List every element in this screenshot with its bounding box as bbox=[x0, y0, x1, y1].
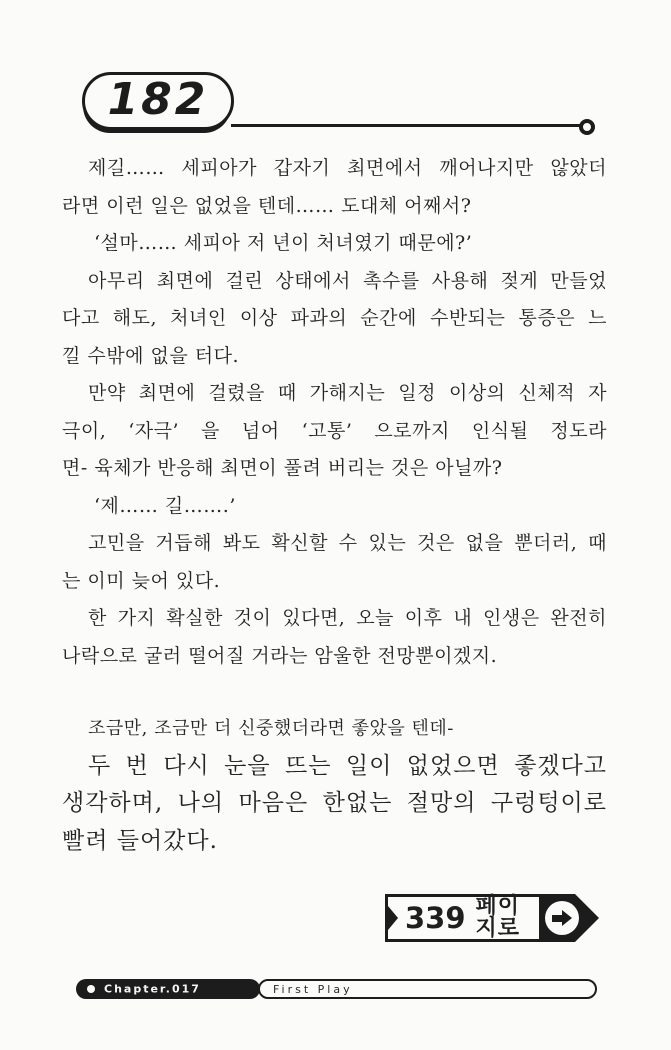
text-line: 한 가지 확실한 것이 있다면, 오늘 이후 내 인생은 완전히 bbox=[88, 607, 607, 629]
text-line: 제길…… 세피아가 갑자기 최면에서 깨어나지만 않았더 bbox=[88, 157, 607, 179]
next-page-arrow-section bbox=[539, 894, 599, 942]
text-line: 나락으로 굴러 떨어질 거라는 암울한 전망뿐이겠지. bbox=[62, 644, 498, 667]
header-rule-end-ring-icon bbox=[579, 119, 595, 135]
arrow-right-icon bbox=[552, 910, 572, 926]
footer-chapter-pill bbox=[76, 979, 260, 999]
body-text bbox=[62, 150, 607, 860]
text-line: 는 이미 늦어 있다. bbox=[62, 569, 221, 592]
chapter-bullet-icon bbox=[87, 985, 95, 993]
text-line: 아무리 최면에 걸린 상태에서 촉수를 사용해 젖게 만들었 bbox=[88, 269, 607, 292]
text-line: 조금만, 조금만 더 신중했더라면 좋았을 텐데- bbox=[88, 718, 454, 739]
text-line: 생각하며, 나의 마음은 한없는 절망의 구렁텅이로 bbox=[62, 790, 607, 816]
text-line: 극이, ‘자극’ 을 넘어 ‘고통’ 으로까지 인식될 정도라 bbox=[62, 419, 607, 442]
arrow-circle bbox=[545, 901, 579, 935]
text-line: 두 번 다시 눈을 뜨는 일이 없었으면 좋겠다고 bbox=[88, 752, 607, 779]
text-line: 다고 해도, 처녀인 이상 파과의 순간에 수반되는 통증은 느 bbox=[62, 307, 607, 329]
text-line: 고민을 거듭해 봐도 확신할 수 있는 것은 없을 뿐더러, 때 bbox=[88, 532, 607, 554]
text-line: ‘제…… 길…….’ bbox=[94, 494, 236, 517]
text-line: 빨려 들어갔다. bbox=[62, 827, 218, 854]
page-number-badge bbox=[82, 72, 234, 130]
page-number: 182 bbox=[107, 73, 209, 125]
footer-series-pill bbox=[258, 979, 597, 999]
text-line: ‘설마…… 세피아 저 년이 처녀였기 때문에?’ bbox=[94, 232, 473, 254]
series-label: First Play bbox=[273, 982, 353, 996]
chapter-label: Chapter.017 bbox=[104, 982, 201, 995]
banner-notch-icon bbox=[388, 906, 398, 930]
text-line: 라면 이런 일은 없었을 텐데…… 도대체 어째서? bbox=[62, 194, 472, 217]
text-line: 낄 수밖에 없을 터다. bbox=[62, 344, 239, 367]
next-page-banner-body bbox=[385, 894, 542, 942]
header-rule bbox=[231, 124, 581, 127]
next-page-number: 339 bbox=[405, 900, 466, 935]
next-page-banner[interactable] bbox=[385, 894, 599, 942]
next-page-label: 페이지로 bbox=[475, 894, 521, 941]
text-line: 면- 육체가 반응해 최면이 풀려 버리는 것은 아닐까? bbox=[62, 457, 503, 479]
text-line: 만약 최면에 걸렸을 때 가해지는 일정 이상의 신체적 자 bbox=[88, 382, 607, 404]
